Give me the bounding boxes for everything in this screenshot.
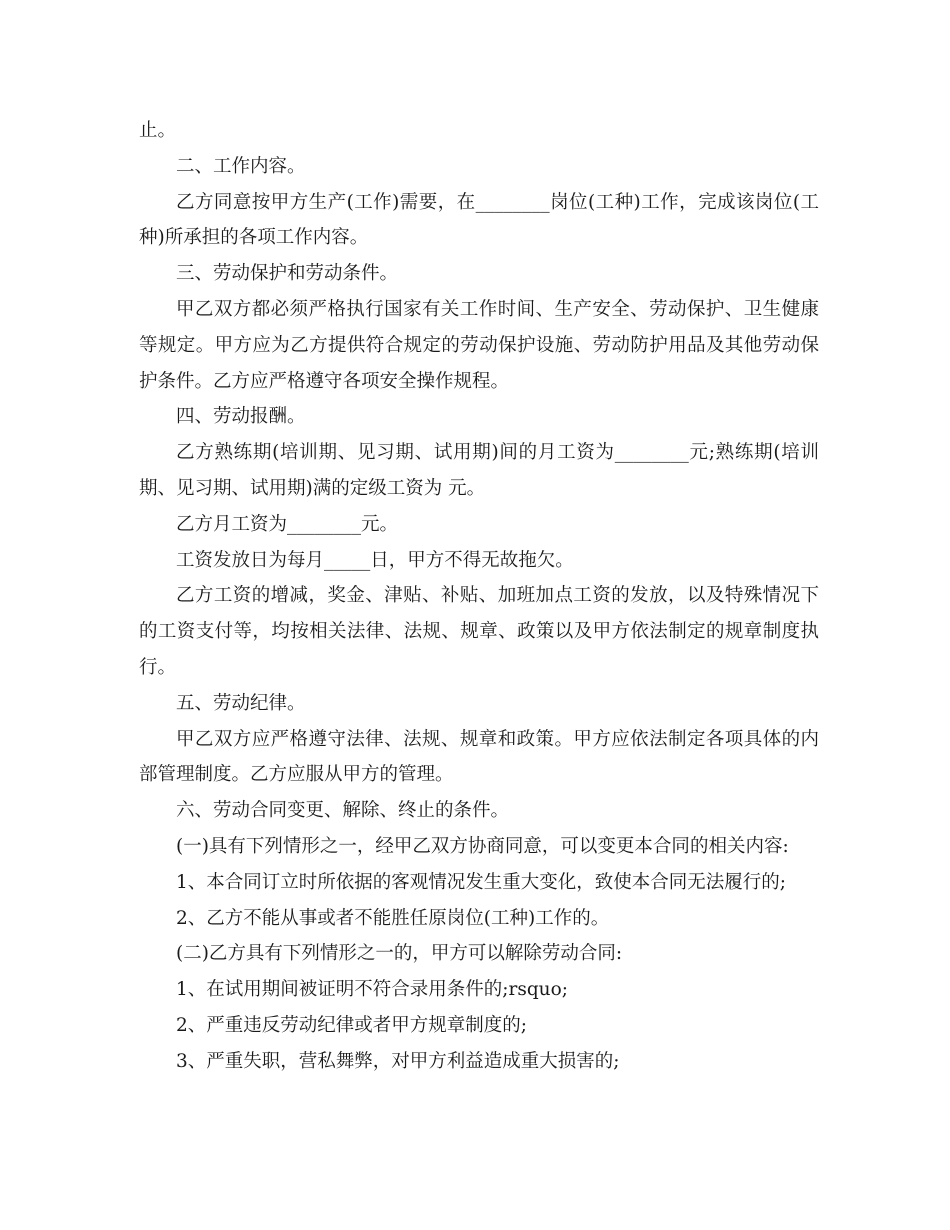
- paragraph-work-content: 乙方同意按甲方生产(工作)需要，在________岗位(工种)工作，完成该岗位(工种)所承担的各项工作内容。: [139, 191, 819, 249]
- list-item-change-1: 1、本合同订立时所依据的客观情况发生重大变化，致使本合同无法履行的;: [176, 871, 787, 893]
- section-heading-work-content: 二、工作内容。: [176, 155, 306, 177]
- paragraph-salary-adjustment: 乙方工资的增减，奖金、津贴、补贴、加班加点工资的发放，以及特殊情况下的工资支付等，均按相关法律、法规、规章、政策以及甲方依法制定的规章制度执行。: [139, 585, 819, 678]
- list-item-termination-3: 3、严重失职，营私舞弊，对甲方利益造成重大损害的;: [176, 1050, 620, 1072]
- paragraph-labor-protection: 甲乙双方都必须严格执行国家有关工作时间、生产安全、劳动保护、卫生健康等规定。甲方应为乙方提供符合规定的劳动保护设施、劳动防护用品及其他劳动保护条件。乙方应严格遵守各项安全操作规程。: [139, 298, 819, 392]
- section-heading-labor-protection: 三、劳动保护和劳动条件。: [176, 263, 399, 285]
- paragraph-monthly-salary: 乙方月工资为________元。: [176, 513, 399, 535]
- list-item-termination-1: 1、在试用期间被证明不符合录用条件的;rsquo;: [176, 979, 568, 1001]
- paragraph-discipline: 甲乙双方应严格遵守法律、法规、规章和政策。甲方应依法制定各项具体的内部管理制度。乙方应服从甲方的管理。: [139, 728, 819, 786]
- section-heading-remuneration: 四、劳动报酬。: [176, 406, 306, 428]
- section-heading-contract-change: 六、劳动合同变更、解除、终止的条件。: [176, 800, 510, 822]
- document-body: [139, 113, 819, 1080]
- section-heading-discipline: 五、劳动纪律。: [176, 692, 306, 714]
- subsection-heading-termination-conditions: (二)乙方具有下列情形之一的，甲方可以解除劳动合同:: [176, 943, 623, 965]
- paragraph-payday: 工资发放日为每月_____日，甲方不得无故拖欠。: [176, 549, 574, 571]
- paragraph-probation-salary: 乙方熟练期(培训期、见习期、试用期)间的月工资为________元;熟练期(培训期、见习期、试用期)满的定级工资为 元。: [139, 442, 819, 499]
- list-item-termination-2: 2、严重违反劳动纪律或者甲方规章制度的;: [176, 1014, 528, 1036]
- list-item-change-2: 2、乙方不能从事或者不能胜任原岗位(工种)工作的。: [176, 907, 610, 929]
- subsection-heading-change-conditions: (一)具有下列情形之一，经甲乙双方协商同意，可以变更本合同的相关内容:: [176, 835, 789, 857]
- paragraph-continuation: 止。: [139, 120, 177, 141]
